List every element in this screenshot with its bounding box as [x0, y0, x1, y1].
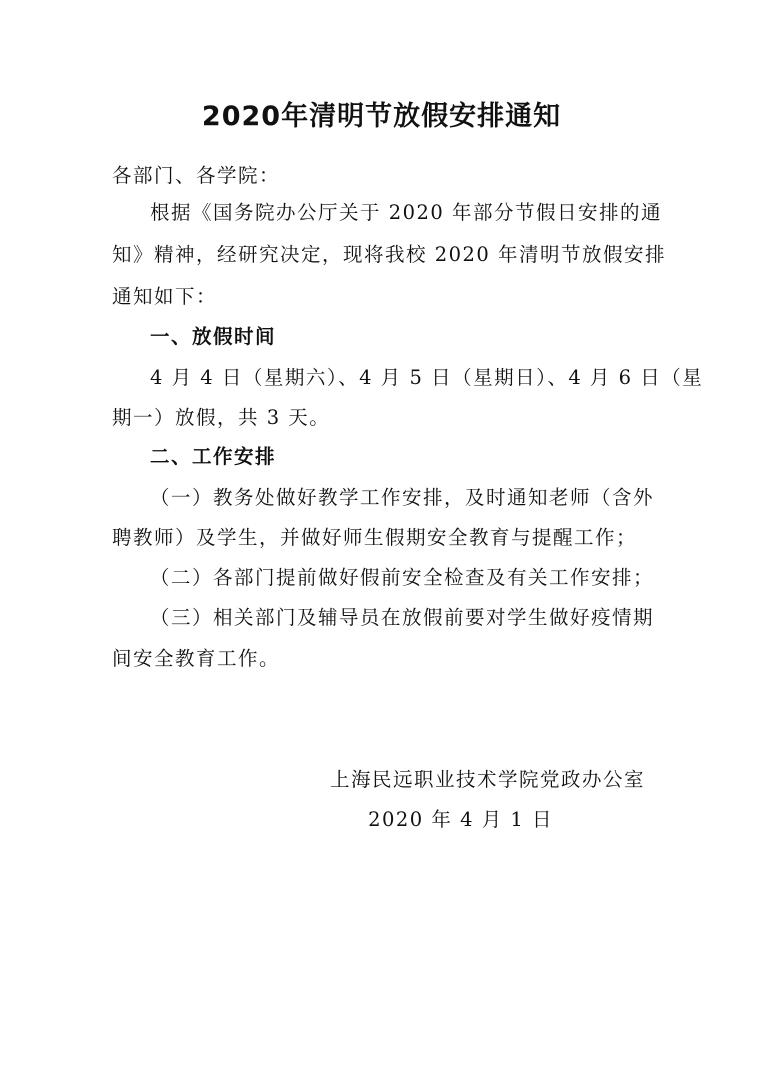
intro-line-1: 根据《国务院办公厅关于 2020 年部分节假日安排的通: [150, 201, 663, 224]
section-1-line-1: 4 月 4 日（星期六）、4 月 5 日（星期日）、4 月 6 日（星: [150, 366, 704, 389]
document-title: 2020年清明节放假安排通知: [201, 101, 562, 132]
signature-date: 2020 年 4 月 1 日: [368, 808, 553, 831]
section-2-item-1-line-2: 聘教师）及学生，并做好师生假期安全教育与提醒工作；: [112, 526, 638, 549]
section-1-line-2: 期一）放假，共 3 天。: [112, 406, 331, 429]
section-2-item-3-line-2: 间安全教育工作。: [112, 647, 281, 670]
section-1-heading: 一、放假时间: [150, 325, 277, 348]
section-2-heading: 二、工作安排: [150, 445, 277, 468]
intro-line-3: 通知如下：: [112, 285, 218, 308]
section-2-item-1-line-1: （一）教务处做好教学工作安排，及时通知老师（含外: [150, 486, 655, 509]
intro-line-2: 知》精神，经研究决定，现将我校 2020 年清明节放假安排: [112, 243, 667, 266]
salutation: 各部门、各学院：: [112, 164, 281, 187]
section-2-item-3-line-1: （三）相关部门及辅导员在放假前要对学生做好疫情期: [150, 606, 655, 629]
signature-office: 上海民远职业技术学院党政办公室: [329, 768, 645, 791]
section-2-item-2: （二）各部门提前做好假前安全检查及有关工作安排；: [150, 566, 655, 589]
